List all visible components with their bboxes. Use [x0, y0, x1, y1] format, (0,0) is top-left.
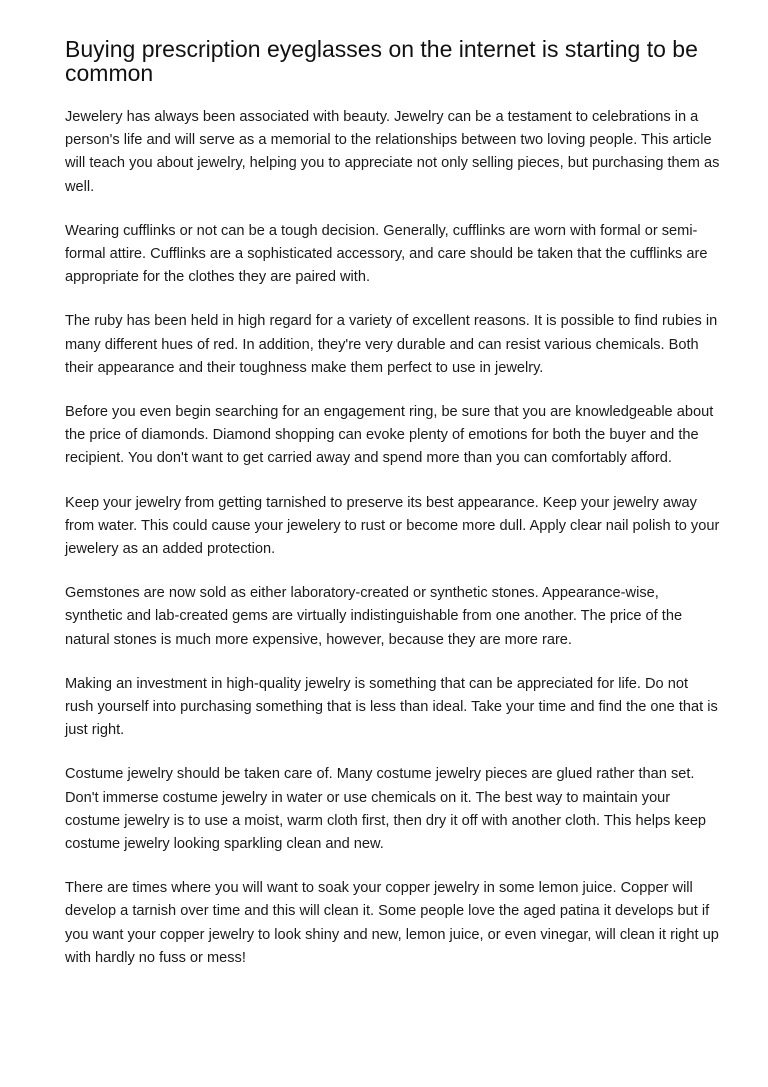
- paragraph-4: Before you even begin searching for an engagement ring, be sure that you are knowledgeable about the price of diamonds. Diamond shopping can evoke plenty of emotions for both the buyer and the recipient. You don't want to get carried away and spend more than you can comfortably afford.: [65, 404, 714, 467]
- article-body: [65, 106, 720, 970]
- paragraph-1: Jewelery has always been associated with beauty. Jewelry can be a testament to celebrations in a person's life and will serve as a memorial to the relationships between two loving people. This article will teach you about jewelry, helping you to appreciate not only selling pieces, but purchasing them as well.: [65, 109, 720, 195]
- document-page: [65, 37, 720, 991]
- paragraph-6: Gemstones are now sold as either laboratory-created or synthetic stones. Appearance-wise, synthetic and lab-created gems are virtually indistinguishable from one another. The price of the natural stones is much more expensive, however, because they are more rare.: [65, 585, 683, 648]
- page-title: Buying prescription eyeglasses on the internet is starting to be common: [65, 36, 698, 86]
- paragraph-7: Making an investment in high-quality jewelry is something that can be appreciated for life. Do not rush yourself into purchasing something that is less than ideal. Take your time and find the one that is just right.: [65, 675, 718, 739]
- paragraph-2: Wearing cufflinks or not can be a tough decision. Generally, cufflinks are worn with formal or semi-formal attire. Cufflinks are a sophisticated accessory, and care should be taken that the cufflinks are appropriate for the clothes they are paired with.: [65, 222, 708, 286]
- paragraph-3: The ruby has been held in high regard for a variety of excellent reasons. It is possible to find rubies in many different hues of red. In addition, they're very durable and can resist various chemicals. Both their appearance and their toughness make them perfect to use in jewelry.: [65, 313, 718, 376]
- paragraph-5: Keep your jewelry from getting tarnished to preserve its best appearance. Keep your jewelry away from water. This could cause your jewelery to rust or become more dull. Apply clear nail polish to your jewelery as an added protection.: [65, 494, 720, 558]
- paragraph-8: Costume jewelry should be taken care of. Many costume jewelry pieces are glued rather than set. Don't immerse costume jewelry in water or use chemicals on it. The best way to maintain your costume jewelry is to use a moist, warm cloth first, then dry it off with another cloth. This helps keep costume jewelry looking sparkling clean and new.: [65, 766, 707, 853]
- paragraph-9: There are times where you will want to soak your copper jewelry in some lemon juice. Copper will develop a tarnish over time and this will clean it. Some people love the aged patina it develops but if you want your copper jewelry to look shiny and new, lemon juice, or even vinegar, will clean it right up with hardly no fuss or mess!: [65, 880, 719, 966]
